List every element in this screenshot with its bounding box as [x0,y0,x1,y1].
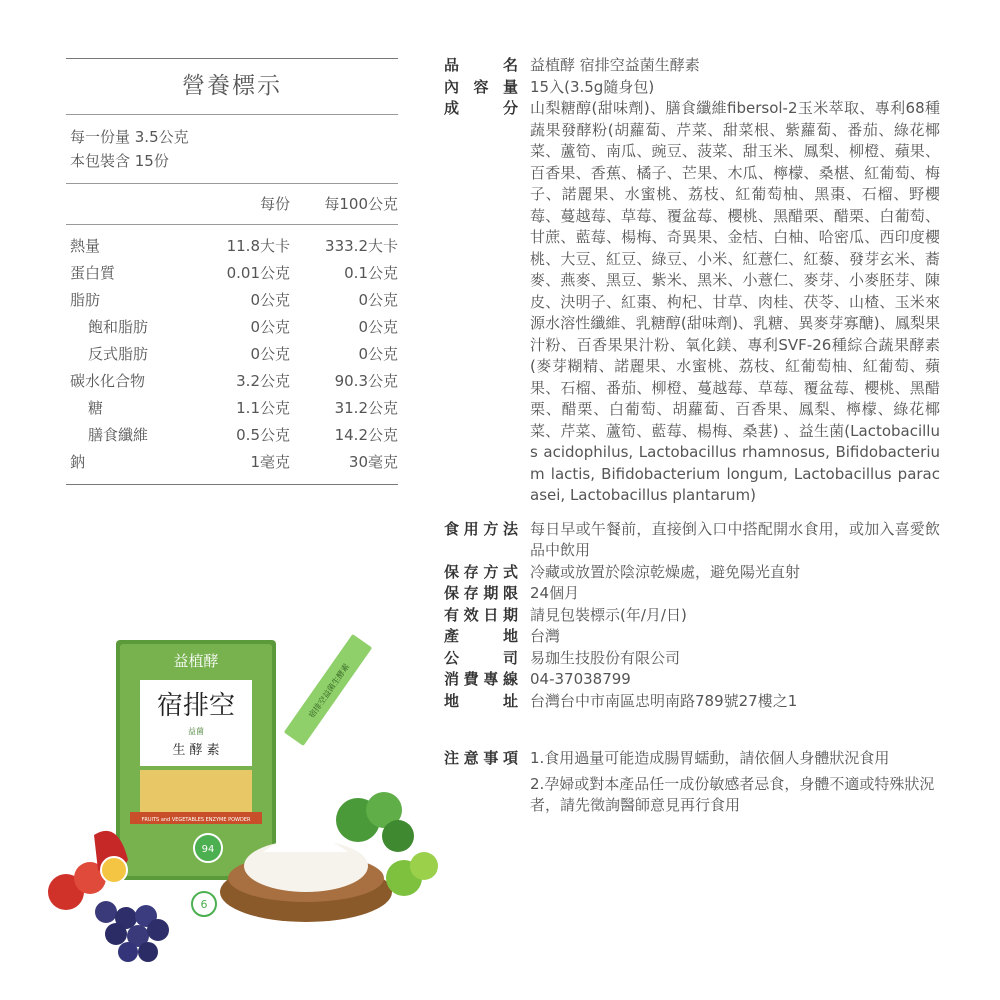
nutrient-name: 鈉 [70,453,86,471]
value-per-100g: 0公克 [358,345,398,363]
label-name: 品 名 [444,56,518,74]
product-illustration [28,630,448,970]
value-per-100g: 30毫克 [348,453,398,471]
field-ingredients [444,98,940,507]
nutrient-name: 蛋白質 [70,264,116,282]
value-company: 易珈生技股份有限公司 [530,648,681,667]
col-per-serving: 每份 [259,195,290,213]
value-ingredients: 山梨糖醇(甜味劑)、膳食纖維fibersol-2玉米萃取、專利68種蔬果發酵粉(胡蘿蔔、芹菜、甜菜根、紫蘿蔔、番茄、綠花椰菜、蘆筍、南瓜、豌豆、菠菜、甜玉米、鳳梨、柳橙、蘋果、百香果、香蕉、橘子、芒果、木瓜、檸檬、桑椹、紅葡萄、梅子、諾麗果、水蜜桃、荔枝、紅葡萄柚、黑棗、石榴、野櫻莓、蔓越莓、草莓、覆盆莓、櫻桃、黑醋栗、醋栗、白葡萄、甘蔗、藍莓、楊梅、奇異果、金桔、白柚、哈密瓜、西印度櫻桃、大豆、紅豆、綠豆、小米、紅薏仁、紅藜、發芽玄米、蕎麥、燕麥、黑豆、紫米、黑米、小薏仁、麥芽、小麥胚芽、陳皮、決明子、紅棗、枸杞、甘草、肉桂、茯苓、山楂、玉米來源水溶性纖維、乳糖醇(甜味劑)、乳糖、異麥芽寡醣)、鳳梨果汁粉、百香果果汁粉、氧化鎂、專利SVF-26種綜合蔬果酵素(麥芽糊精、諾麗果、水蜜桃、荔枝、紅葡萄柚、紅葡萄、蘋果、石榴、番茄、柳橙、蔓越莓、草莓、覆盆莓、櫻桃、黑醋栗、醋栗、白葡萄、胡蘿蔔、百香果、鳳梨、檸檬、綠花椰菜、芹菜、蘆筍、藍莓、楊梅、桑葚) 、益生菌(Lactobacillus acidophilus, Lactobacillus rhamnosus, Bifidobacterium lactis, Bifidobacterium longum, Lactobacillus paracasei, Lactobacillus plantarum) [530,99,940,504]
value-per-serving: 0.01公克 [226,264,290,282]
nutrition-row [66,287,398,314]
label-notice: 注 意 事 項 [444,749,518,767]
nutrient-name: 糖 [88,399,104,417]
field-hotline [444,669,940,691]
svg-text:94: 94 [201,844,215,855]
label-usage: 食 用 方 法 [444,519,518,538]
field-company [444,648,940,670]
value-per-100g: 333.2大卡 [325,237,398,255]
grapes [95,901,169,962]
nutrition-rows [66,225,398,484]
stick-pack [284,634,372,746]
nutrition-panel [66,58,398,485]
field-expiry [444,605,940,627]
value-per-serving: 1.1公克 [236,399,290,417]
nutrient-name: 反式脂肪 [88,345,149,363]
value-address: 台灣台中市南區忠明南路789號27樓之1 [530,691,798,710]
value-expiry: 請見包裝標示(年/月/日) [530,605,687,624]
value-per-serving: 0.5公克 [236,426,290,444]
nutrient-name: 脂肪 [70,291,101,309]
product-name-big: 宿排空 [156,691,236,721]
svg-text:6: 6 [200,898,208,911]
notice-1: 1.食用過量可能造成腸胃蠕動，請依個人身體狀況食用 [530,749,890,767]
nutrient-name: 膳食纖維 [88,426,149,444]
value-content: 15入(3.5g隨身包) [530,77,655,96]
badge-patent [101,857,127,883]
label-hotline: 消 費 專 線 [444,670,518,688]
value-name: 益植酵 宿排空益菌生酵素 [530,56,700,74]
field-usage [444,519,940,562]
field-notice [444,748,940,817]
nutrition-row [66,341,398,368]
nutrition-row [66,422,398,449]
nutrition-row [66,368,398,395]
tagline: FRUITS and VEGETABLES ENZYME POWDER [141,817,251,823]
field-storage [444,562,940,584]
value-notice [530,748,940,817]
nutrition-title: 營養標示 [182,73,282,99]
label-storage: 保 存 方 式 [444,562,518,581]
value-per-serving: 0公克 [250,318,290,336]
nutrition-row [66,233,398,260]
serving-info [66,115,398,183]
value-shelf: 24個月 [530,584,580,602]
notice-2: 2.孕婦或對本產品任一成份敏感者忌食，身體不適或特殊狀況者，請先徵詢醫師意見再行食用 [530,774,935,814]
label-ingredients: 成 分 [444,99,518,117]
label-origin: 產 地 [444,627,518,645]
value-per-100g: 0.1公克 [344,264,398,282]
field-content [444,77,940,99]
nutrition-row [66,260,398,287]
servings-per-pack: 本包裝含 15份 [70,152,169,170]
field-name [444,55,940,77]
nutrient-name: 飽和脂肪 [88,318,149,336]
nutrition-row [66,449,398,476]
nutrient-name: 碳水化合物 [70,372,146,390]
value-hotline: 04-37038799 [530,670,631,688]
brand-logo: 益植酵 [173,652,219,670]
label-expiry: 有 效 日 期 [444,605,518,624]
product-info [444,55,940,817]
fruit-bowl-art [140,770,252,818]
col-per-100g: 每100公克 [324,195,398,213]
value-per-serving: 1毫克 [250,453,290,471]
nutrition-header [66,184,398,224]
value-per-100g: 0公克 [358,318,398,336]
label-company: 公 司 [444,648,518,667]
value-per-100g: 14.2公克 [334,426,398,444]
field-origin [444,626,940,648]
value-per-serving: 11.8大卡 [226,237,290,255]
divider [66,484,398,485]
serving-size: 每一份量 3.5公克 [70,128,189,146]
value-per-100g: 31.2公克 [334,399,398,417]
value-per-100g: 0公克 [358,291,398,309]
field-address [444,691,940,713]
value-usage: 每日早或午餐前，直接倒入口中搭配開水食用，或加入喜愛飲品中飲用 [530,519,940,559]
value-per-serving: 0公克 [250,291,290,309]
product-name-small-1: 益菌 [188,727,204,736]
nutrient-name: 熱量 [70,237,101,255]
value-per-serving: 0公克 [250,345,290,363]
nutrition-row [66,314,398,341]
label-address: 地 址 [444,691,518,710]
stick-text: 宿排空益菌生酵素 [307,662,352,720]
value-storage: 冷藏或放置於陰涼乾燥處，避免陽光直射 [530,562,801,581]
label-shelf: 保 存 期 限 [444,584,518,602]
value-per-serving: 3.2公克 [236,372,290,390]
value-per-100g: 90.3公克 [334,372,398,390]
label-content: 內 容 量 [444,77,518,96]
product-name-small-2: 生 酵 素 [172,743,220,758]
nutrition-row [66,395,398,422]
value-origin: 台灣 [530,627,561,645]
field-shelf [444,583,940,605]
